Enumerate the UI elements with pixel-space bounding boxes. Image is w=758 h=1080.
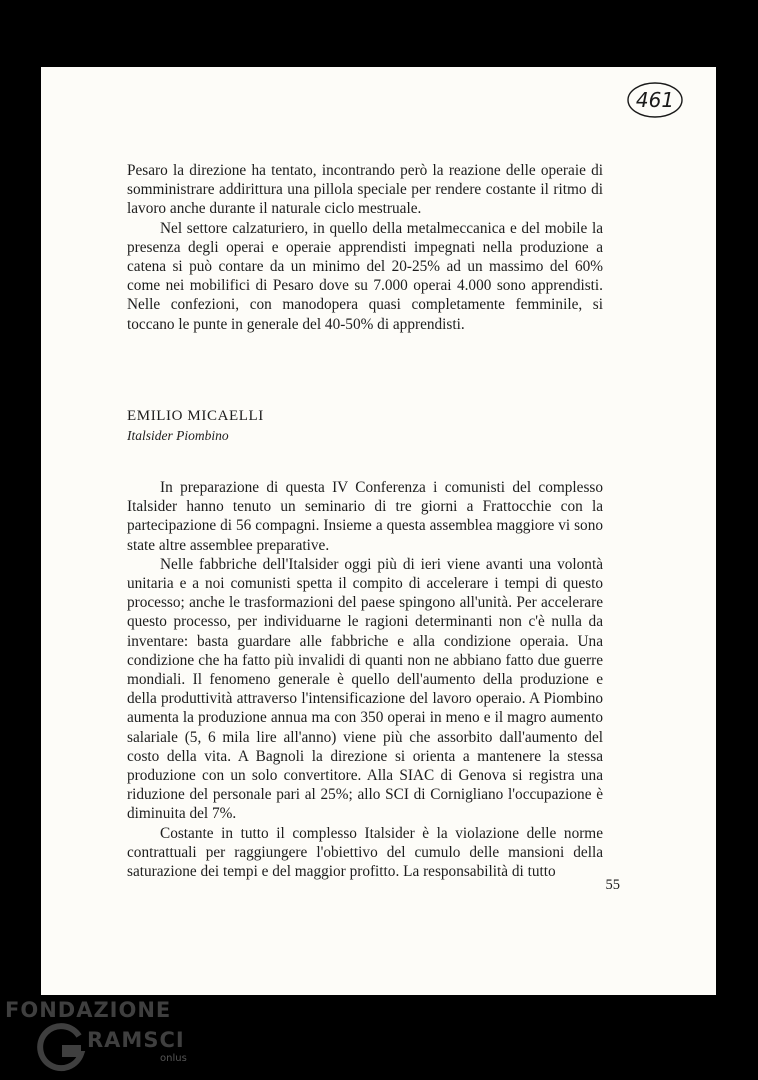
paragraph: Pesaro la direzione ha tentato, incontrando però la reazione delle operaie di somministrare addirittura una pillola speciale per rendere costante il ritmo di lavoro anche durante il naturale ciclo mestruale. [127, 162, 603, 218]
logo-line-1: FONDAZIONE [5, 998, 172, 1022]
author-affiliation: Italsider Piombino [127, 428, 229, 443]
logo-line-2: RAMSCI [87, 1028, 185, 1052]
paragraph: Costante in tutto il complesso Italsider è la violazione delle norme contrattuali per raggiungere l'obiettivo del cumulo delle mansioni della saturazione dei tempi e del maggior profitto. La responsabilità di tutto [127, 824, 603, 881]
author-heading [127, 407, 527, 445]
text-block-speech [127, 478, 603, 881]
paragraph: In preparazione di questa IV Conferenza i comunisti del complesso Italsider hanno tenuto un seminario di tre giorni a Frattocchie con la partecipazione di 56 compagni. Insieme a questa assemblea maggiore vi sono state altre assemblee preparative. [127, 479, 603, 554]
paragraph: Nel settore calzaturiero, in quello della metalmeccanica e del mobile la presenza degli operai e operaie apprendisti impegnati nella produzione a catena si può contare da un minimo del 20-25% ad un massimo del 60% come nei mobilifici di Pesaro dove su 7.000 operai 4.000 sono apprendisti. Nelle confezioni, con manodopera quasi completamente femminile, si toccano le punte in generale del 40-50% di apprendisti. [127, 219, 603, 333]
archive-number-stamp [626, 80, 684, 120]
page-number: 55 [605, 877, 620, 893]
archive-number: 461 [635, 88, 675, 112]
logo-line-3: onlus [160, 1053, 187, 1064]
author-name: EMILIO MICAELLI [127, 408, 264, 424]
paragraph: Nelle fabbriche dell'Italsider oggi più di ieri viene avanti una volontà unitaria e a noi comunisti spetta il compito di accelerare i tempi di questo processo; anche le trasformazioni del paese spingono all'unità. Per accelerare questo processo, per individuarne le ragioni determinanti non c'è nulla da inventare: basta guardare alle fabbriche e alla condizione operaia. Una condizione che ha fatto più invalidi di quanti non ne abbiano fatto due guerre mondiali. Il fenomeno generale è quello dell'aumento della produzione e della produttività attraverso l'intensificazione del lavoro operaio. A Piombino aumenta la produzione annua ma con 350 operai in meno e il magro aumento salariale (5, 6 mila lire all'anno) viene più che assorbito dall'aumento del costo della vita. A Bagnoli la direzione si orienta a mantenere la stessa produzione con un solo convertitore. Alla SIAC di Genova si registra una riduzione del personale pari al 25%; allo SCI di Cornigliano l'occupazione è diminuita del 7%. [127, 555, 603, 823]
logo-g-icon [35, 1022, 87, 1074]
text-block-top [127, 161, 603, 334]
fondazione-gramsci-logo [5, 998, 245, 1080]
document-page [41, 67, 716, 995]
